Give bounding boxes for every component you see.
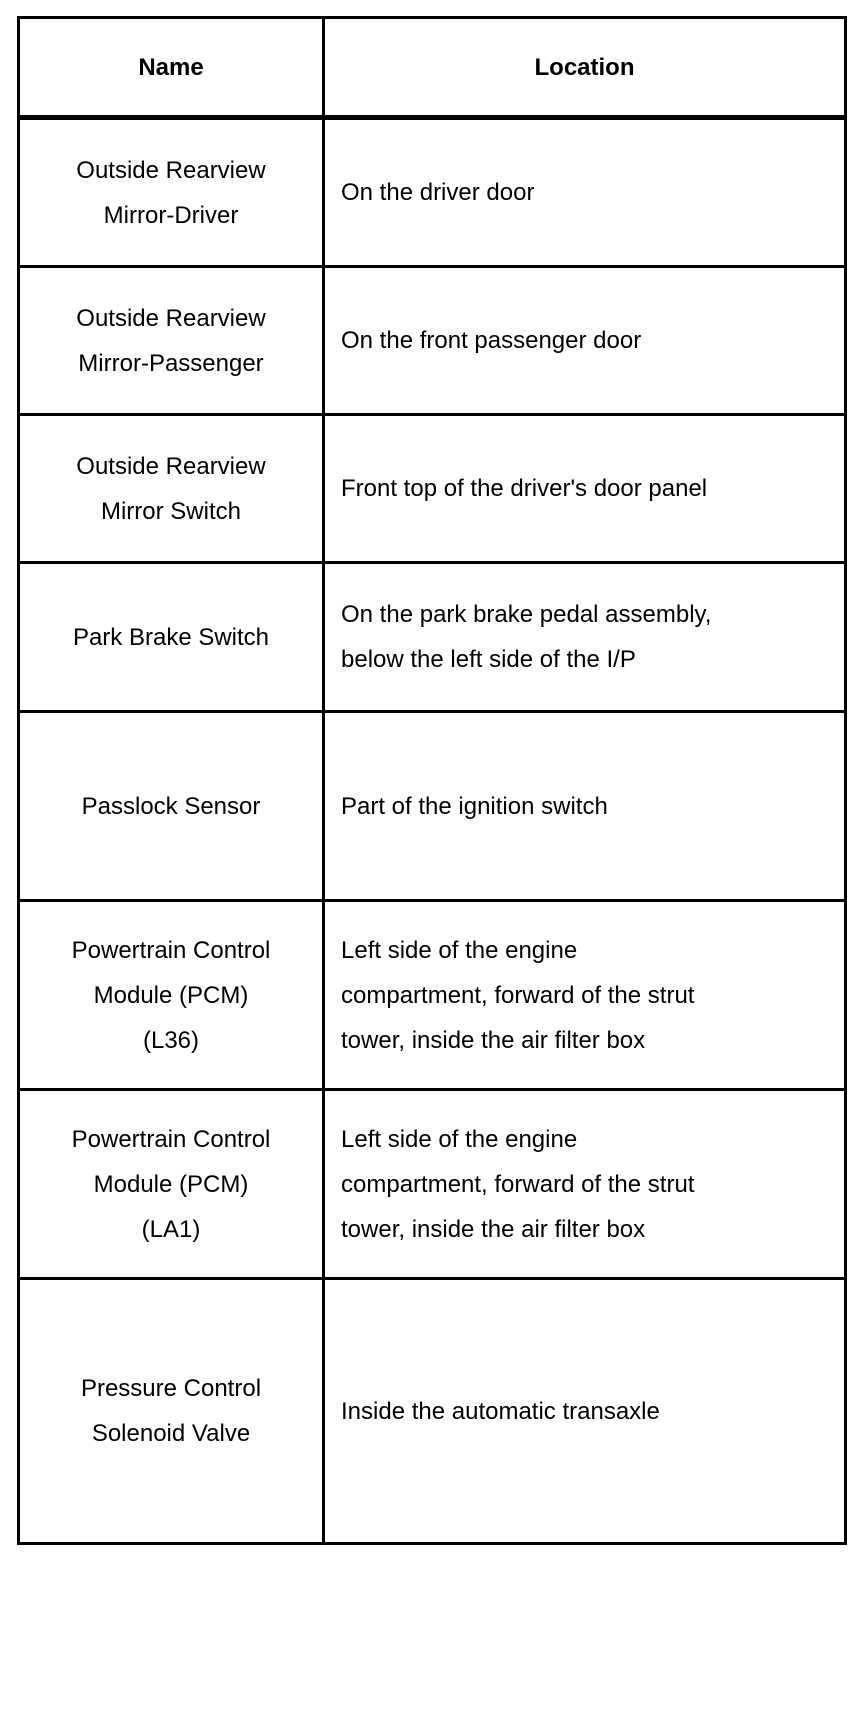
location-line: tower, inside the air filter box <box>341 1026 646 1054</box>
name-line: Module (PCM) <box>93 981 249 1009</box>
table-row <box>19 1279 846 1544</box>
name-line: Outside Rearview <box>76 304 266 332</box>
name-cell <box>19 415 324 563</box>
name-line: Park Brake Switch <box>72 623 270 651</box>
name-line: Mirror-Passenger <box>78 349 264 377</box>
location-cell <box>324 118 846 267</box>
name-line: Module (PCM) <box>93 1170 249 1198</box>
table-header-row <box>19 18 846 118</box>
location-line: Inside the automatic transaxle <box>341 1397 660 1425</box>
name-cell <box>19 118 324 267</box>
table-row <box>19 901 846 1090</box>
name-line: Mirror-Driver <box>103 201 239 229</box>
table-row <box>19 118 846 267</box>
location-cell <box>324 267 846 415</box>
name-line: (L36) <box>142 1026 200 1054</box>
name-line: Mirror Switch <box>100 497 241 525</box>
location-line: compartment, forward of the strut <box>341 1170 695 1198</box>
location-column-header: Location <box>324 18 846 118</box>
name-line: Outside Rearview <box>76 452 266 480</box>
name-line: Passlock Sensor <box>81 792 261 820</box>
location-line: Left side of the engine <box>341 1125 578 1153</box>
table-row <box>19 712 846 901</box>
location-line: On the park brake pedal assembly, <box>341 601 712 628</box>
table-row <box>19 563 846 712</box>
location-line: On the driver door <box>341 179 535 206</box>
location-line: Left side of the engine <box>341 936 578 964</box>
location-cell <box>324 1090 846 1279</box>
name-line: Pressure Control <box>80 1375 262 1402</box>
component-location-table <box>17 16 847 1545</box>
location-cell <box>324 563 846 712</box>
location-cell <box>324 1279 846 1544</box>
location-line: compartment, forward of the strut <box>341 981 695 1009</box>
location-line: below the left side of the I/P <box>341 646 636 673</box>
table-row <box>19 415 846 563</box>
location-cell <box>324 712 846 901</box>
table-row <box>19 267 846 415</box>
name-cell <box>19 563 324 712</box>
table-row <box>19 1090 846 1279</box>
name-line: Outside Rearview <box>76 156 266 184</box>
name-cell <box>19 1090 324 1279</box>
name-cell <box>19 901 324 1090</box>
name-line: Powertrain Control <box>71 1125 271 1153</box>
name-line: (LA1) <box>141 1215 201 1243</box>
location-line: On the front passenger door <box>341 327 642 354</box>
name-column-header: Name <box>19 18 324 118</box>
name-cell <box>19 712 324 901</box>
name-line: Powertrain Control <box>71 936 271 964</box>
location-line: Part of the ignition switch <box>341 792 608 820</box>
name-cell <box>19 1279 324 1544</box>
name-line: Solenoid Valve <box>91 1420 251 1447</box>
location-line: tower, inside the air filter box <box>341 1215 646 1243</box>
location-cell <box>324 415 846 563</box>
location-line: Front top of the driver's door panel <box>341 475 708 502</box>
component-location-table-wrapper <box>17 16 844 1545</box>
location-cell <box>324 901 846 1090</box>
name-cell <box>19 267 324 415</box>
